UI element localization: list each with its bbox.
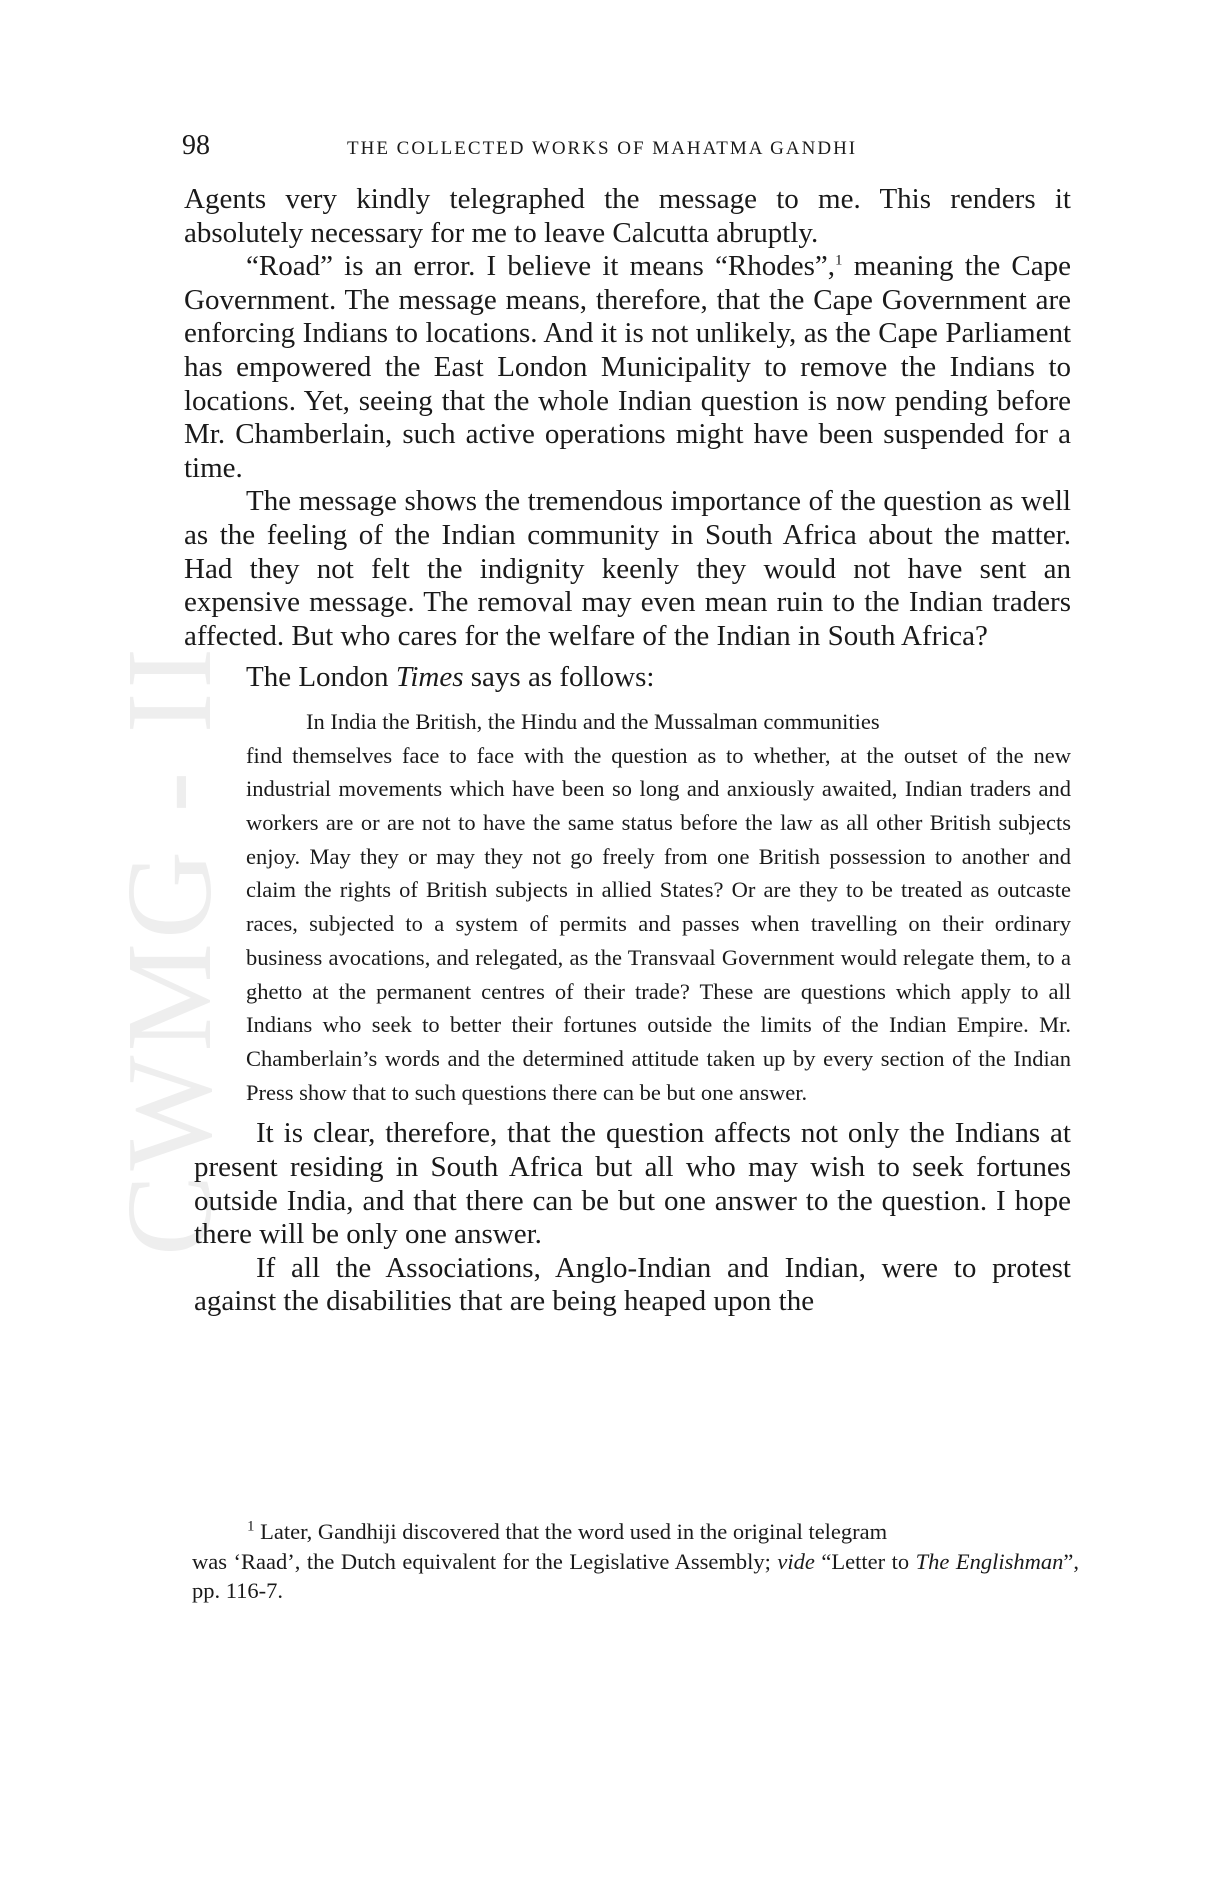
paragraph-6: If all the Associations, Anglo-Indian and Indian, were to protest against the disabilities that are being heaped upon the bbox=[194, 1251, 1071, 1318]
footnote-text-c: ”, pp. 116-7. bbox=[192, 1548, 1079, 1604]
page-body bbox=[184, 183, 1071, 1319]
footnote-mark: 1 bbox=[247, 1518, 255, 1535]
block-quote-first-line: In India the British, the Hindu and the Mussalman communities bbox=[306, 708, 880, 734]
paragraph-4-text-b: says as follows: bbox=[463, 661, 655, 694]
paragraph-2-text-a: “Road” is an error. I believe it means “Rhodes”, bbox=[246, 250, 835, 283]
paragraph-4-text-a: The London bbox=[246, 661, 396, 694]
paragraph-5: It is clear, therefore, that the question affects not only the Indians at present residing in South Africa but all who may wish to seek fortunes outside India, and that there can be but one answer to the question. I hope there will be only one answer. bbox=[194, 1117, 1071, 1251]
footnote-text-a: was ‘Raad’, the Dutch equivalent for the Legislative Assembly; bbox=[192, 1548, 778, 1574]
paragraph-1: Agents very kindly telegraphed the message to me. This renders it absolutely necessary for me to leave Calcutta abruptly. bbox=[184, 183, 1071, 249]
footnote bbox=[192, 1517, 1079, 1606]
watermark: CWMG - II bbox=[102, 644, 237, 1256]
block-quote-text: find themselves face to face with the question as to whether, at the outset of the new industrial movements which have been so long and anxiously awaited, Indian traders and workers are or are not to have the same status before the law as all other British subjects enjoy. May they or may they not go freely from one British possession to another and claim the rights of British subjects in allied States? Or are they to be treated as outcaste races, subjected to a system of permits and passes when travelling on their ordinary business avocations, and relegated, as the Transvaal Government would relegate them, to a ghetto at the permanent centres of their trade? These are questions which apply to all Indians who seek to better their fortunes outside the limits of the Indian Empire. Mr. Chamberlain’s words and the determined attitude taken up by every section of the Indian Press show that to such questions there can be but one answer. bbox=[246, 742, 1071, 1105]
running-head: THE COLLECTED WORKS OF MAHATMA GANDHI bbox=[347, 138, 858, 159]
page-header bbox=[182, 130, 1082, 170]
footnote-title: The Englishman bbox=[915, 1548, 1064, 1574]
paragraph-2 bbox=[184, 250, 1071, 485]
footnote-text-b: “Letter to bbox=[814, 1548, 916, 1574]
footnote-line1: Later, Gandhiji discovered that the word used in the original telegram bbox=[254, 1519, 888, 1544]
page-number: 98 bbox=[182, 130, 210, 161]
block-quote bbox=[246, 705, 1071, 1109]
footnote-vide: vide bbox=[777, 1548, 815, 1574]
paragraph-4 bbox=[184, 661, 1071, 695]
times-title: Times bbox=[395, 661, 464, 694]
footnote-reference: 1 bbox=[834, 252, 843, 269]
paragraph-3: The message shows the tremendous importance of the question as well as the feeling of the Indian community in South Africa about the matter. Had they not felt the indignity keenly they would not have sent an expensive message. The removal may even mean ruin to the Indian traders affected. But who cares for the welfare of the Indian in South Africa? bbox=[184, 485, 1071, 652]
paragraph-2-text-b: meaning the Cape Government. The message means, therefore, that the Cape Government are enforcing Indians to locations. And it is not unlikely, as the Cape Parliament has empowered the East London Municipality to remove the Indians to locations. Yet, seeing that the whole Indian question is now pending before Mr. Chamberlain, such active operations might have been suspended for a time. bbox=[184, 250, 1072, 484]
footnote-first-line bbox=[192, 1517, 1079, 1547]
